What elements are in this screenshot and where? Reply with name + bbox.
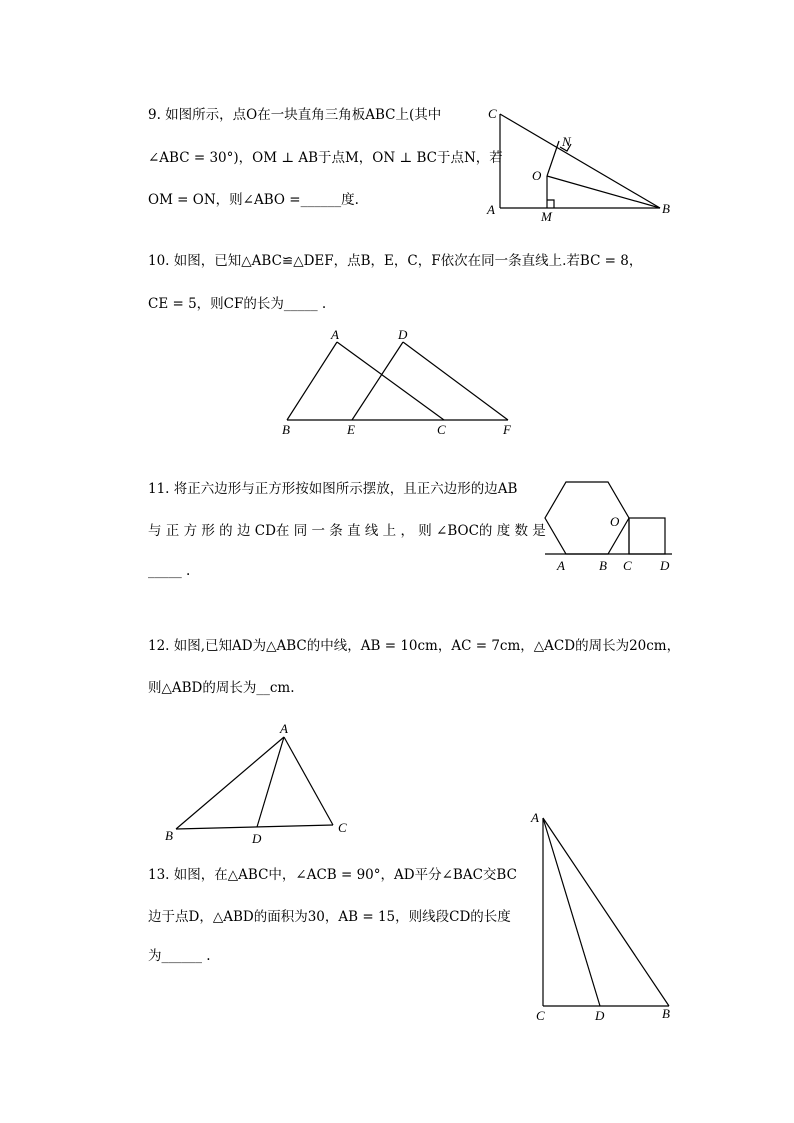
q10-label-c: C <box>437 422 446 437</box>
q13-bisector-ad <box>543 818 600 1006</box>
q10-side-ab <box>287 342 337 420</box>
q12-label-c: C <box>338 820 347 835</box>
q10-label-b: B <box>282 422 290 437</box>
q11-label-a: A <box>557 558 565 573</box>
q13-line-3: 为______ . <box>148 948 211 964</box>
q10-line-1: 10. 如图，已知△ABC≌△DEF，点B，E，C，F依次在同一条直线上.若BC = 8， <box>148 253 643 269</box>
q11-label-o: O <box>610 514 620 529</box>
q9-label-a: A <box>487 202 495 217</box>
q12-side-ab <box>176 737 284 829</box>
q9-label-b: B <box>662 201 670 216</box>
q13-side-ab <box>543 818 669 1006</box>
q11-line-1: 11. 将正六边形与正方形按如图所示摆放，且正六边形的边AB <box>148 481 518 497</box>
q12-line-2: 则△ABD的周长为__cm. <box>148 680 295 696</box>
q12-side-bc <box>176 825 333 829</box>
q11-line-2: 与 正 方 形 的 边 CD在 同 一 条 直 线 上 ， 则 ∠BOC的 度 数 是 <box>148 523 546 539</box>
q9-segment-ob <box>547 176 660 208</box>
q9-line-1: 9. 如图所示，点O在一块直角三角板ABC上(其中 <box>148 107 442 123</box>
q10-side-df <box>403 342 508 420</box>
q12-label-b: B <box>165 828 173 843</box>
q12-figure <box>176 737 333 829</box>
q12-side-ac <box>284 737 333 825</box>
q11-line-3: _____ . <box>148 563 191 579</box>
q10-side-de <box>352 342 403 420</box>
q13-label-d: D <box>595 1008 605 1023</box>
q13-label-c: C <box>536 1008 545 1023</box>
q12-median-ad <box>257 737 284 827</box>
q9-line-2: ∠ABC = 30°)，OM ⊥ AB于点M，ON ⊥ BC于点N，若 <box>148 150 503 166</box>
q10-label-d: D <box>398 327 408 342</box>
q13-label-a: A <box>531 810 539 825</box>
q13-label-b: B <box>662 1006 670 1021</box>
q10-line-2: CE = 5，则CF的长为_____ . <box>148 296 327 312</box>
q12-label-d: D <box>252 831 262 846</box>
q11-label-d: D <box>660 558 670 573</box>
q10-label-a: A <box>331 327 339 342</box>
q9-label-n: N <box>562 134 571 149</box>
q13-figure <box>543 818 669 1006</box>
q11-label-c: C <box>623 558 632 573</box>
q13-line-2: 边于点D，△ABD的面积为30，AB = 15，则线段CD的长度 <box>148 909 511 925</box>
q9-side-cb <box>500 114 660 208</box>
q11-square <box>629 518 665 554</box>
q13-line-1: 13. 如图，在△ABC中，∠ACB = 90°，AD平分∠BAC交BC <box>148 867 517 883</box>
q12-label-a: A <box>280 721 288 736</box>
q9-segment-on <box>547 141 559 176</box>
q9-label-m: M <box>541 209 552 224</box>
q11-figure <box>545 482 672 554</box>
q9-right-angle-m <box>547 200 554 208</box>
q10-figure <box>287 342 508 420</box>
q9-figure <box>500 114 660 208</box>
q10-label-e: E <box>347 422 355 437</box>
q9-line-3: OM = ON，则∠ABO =______度. <box>148 192 359 208</box>
q12-line-1: 12. 如图,已知AD为△ABC的中线，AB = 10cm，AC = 7cm，△ACD的周长为20cm， <box>148 638 681 654</box>
q11-label-b: B <box>599 558 607 573</box>
q9-label-o: O <box>532 168 542 183</box>
q10-label-f: F <box>503 422 511 437</box>
q9-label-c: C <box>488 106 497 121</box>
q10-side-ac <box>337 342 444 420</box>
